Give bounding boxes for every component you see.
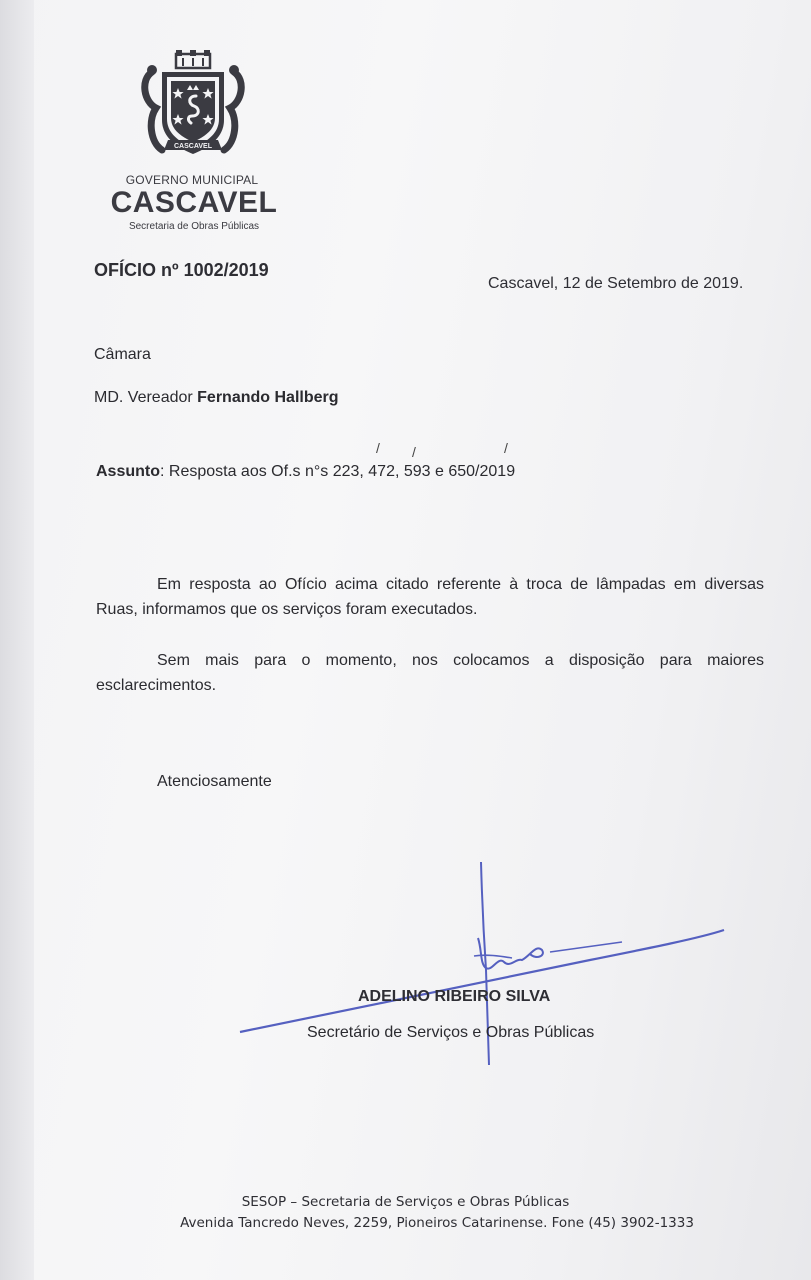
city-name: CASCAVEL (110, 186, 278, 219)
body-paragraph-2: Sem mais para o momento, nos colocamos a disposição para maiores esclarecimentos. (96, 652, 764, 694)
handwritten-check-marks (376, 440, 536, 460)
subject-text: : Resposta aos Of.s n°s 223, 472, 593 e 650/2019 (160, 463, 516, 480)
closing-salutation: Atenciosamente (157, 773, 272, 790)
crest-icon (138, 50, 248, 162)
footer-address: Avenida Tancredo Neves, 2259, Pioneiros Catarinense. Fone (45) 3902-1333 (180, 1215, 694, 1231)
check-mark-icon: / (376, 440, 380, 456)
document-reference: OFÍCIO nº 1002/2019 (94, 260, 269, 280)
recipient-prefix: MD. Vereador (94, 389, 198, 406)
signer-title: Secretário de Serviços e Obras Públicas (307, 1024, 595, 1041)
subject-label: Assunto (96, 463, 160, 480)
crest-banner-text: CASCAVEL (174, 143, 212, 150)
check-mark-icon: / (504, 440, 508, 456)
body-paragraph-1: Em resposta ao Ofício acima citado referente à troca de lâmpadas em diversas Ruas, informamos que os serviços foram executados. (96, 576, 764, 618)
recipient-institution: Câmara (94, 346, 151, 363)
footer-department: SESOP – Secretaria de Serviços e Obras Públicas (241, 1194, 570, 1210)
recipient-line (94, 389, 339, 407)
page-fold-shadow (0, 0, 34, 1280)
subject-line (96, 463, 515, 481)
date-line: Cascavel, 12 de Setembro de 2019. (488, 275, 744, 292)
municipal-crest-logo (138, 50, 248, 162)
check-mark-icon: / (412, 444, 416, 460)
recipient-name: Fernando Hallberg (197, 389, 339, 406)
government-label: GOVERNO MUNICIPAL (125, 173, 259, 187)
signer-name: ADELINO RIBEIRO SILVA (358, 988, 551, 1005)
department-label: Secretaria de Obras Públicas (128, 221, 260, 232)
